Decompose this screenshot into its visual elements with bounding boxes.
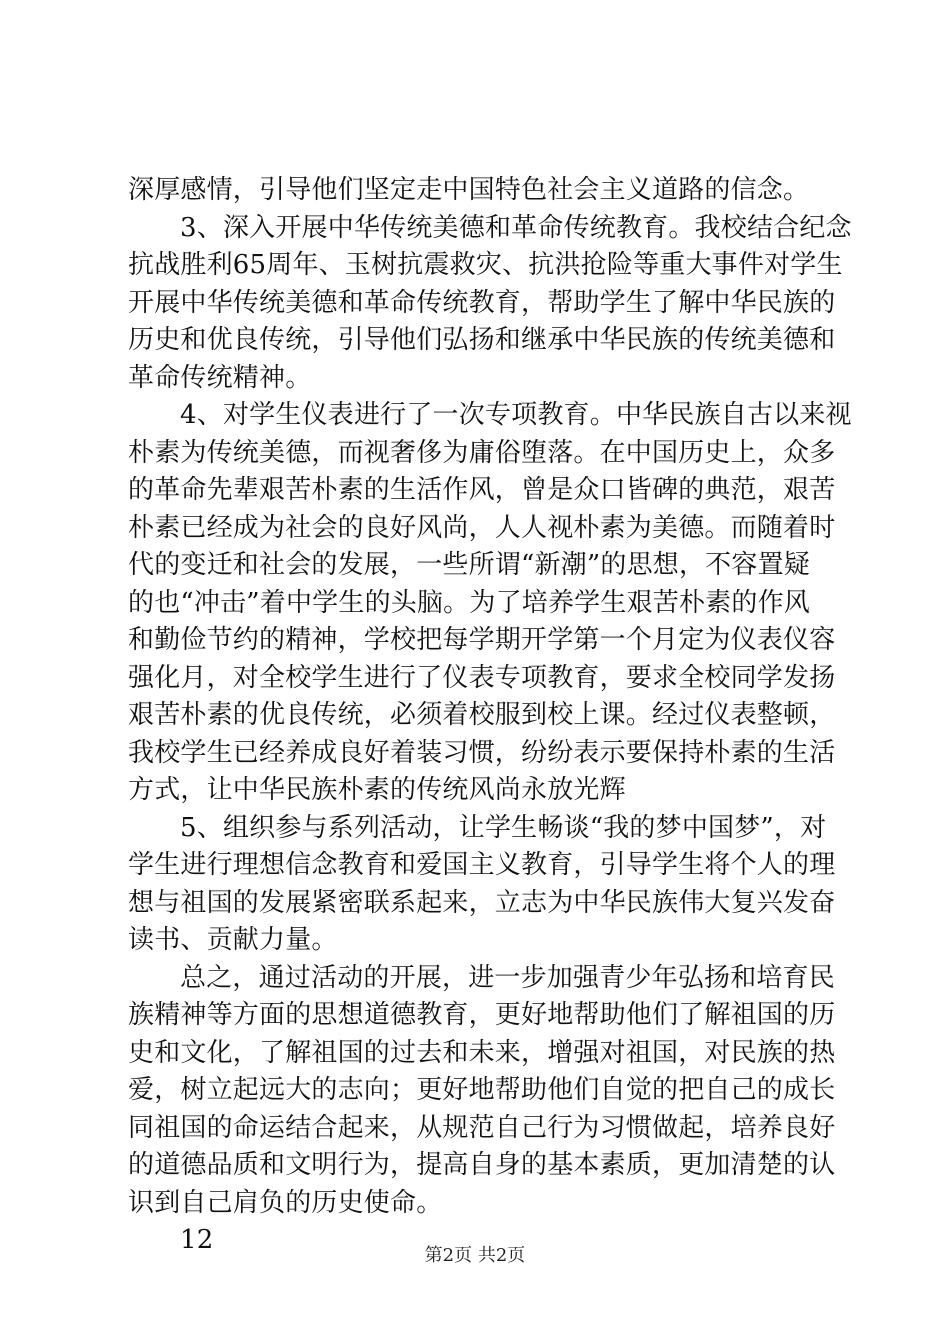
text-line: 深厚感情，引导他们坚定走中国特色社会主义道路的信念。 xyxy=(128,175,810,205)
text-line: 强化月，对全校学生进行了仪表专项教育，要求全校同学发扬 xyxy=(128,662,836,693)
text-line: 代的变迁和社会的发展，一些所谓“新潮”的思想，不容置疑 xyxy=(128,550,810,580)
text-line: 5、组织参与系列活动，让学生畅谈“我的梦中国梦”，对 xyxy=(180,812,827,843)
text-line: 开展中华传统美德和革命传统教育，帮助学生了解中华民族的 xyxy=(128,287,836,318)
text-line: 历史和优良传统，引导他们弘扬和继承中华民族的传统美德和 xyxy=(128,325,836,355)
text-line: 4、对学生仪表进行了一次专项教育。中华民族自古以来视 xyxy=(180,400,852,430)
text-line: 方式，让中华民族朴素的传统风尚永放光辉 xyxy=(128,775,626,805)
text-line: 识到自己肩负的历史使命。 xyxy=(128,1187,443,1218)
page-number: 第2页 共2页 xyxy=(424,1245,526,1266)
text-line: 同祖国的命运结合起来，从规范自己行为习惯做起，培养良好 xyxy=(128,1112,836,1143)
text-line: 12 xyxy=(180,1225,214,1255)
text-line: 和勤俭节约的精神，学校把每学期开学第一个月定为仪表仪容 xyxy=(128,625,836,655)
text-line: 爱，树立起远大的志向；更好地帮助他们自觉的把自己的成长 xyxy=(128,1075,836,1105)
text-line: 族精神等方面的思想道德教育，更好地帮助他们了解祖国的历 xyxy=(128,1000,836,1030)
text-line: 总之，通过活动的开展，进一步加强青少年弘扬和培育民 xyxy=(180,962,836,993)
text-line: 的道德品质和文明行为，提高自身的基本素质，更加清楚的认 xyxy=(128,1150,836,1180)
text-line: 读书、贡献力量。 xyxy=(128,925,338,955)
text-line: 艰苦朴素的优良传统，必须着校服到校上课。经过仪表整顿， xyxy=(128,700,836,730)
page-footer xyxy=(0,1244,950,1268)
text-line: 抗战胜利65周年、玉树抗震救灾、抗洪抢险等重大事件对学生 xyxy=(128,250,843,280)
text-line: 的也“冲击”着中学生的头脑。为了培养学生艰苦朴素的作风 xyxy=(128,587,810,618)
text-line: 史和文化，了解祖国的过去和未来，增强对祖国，对民族的热 xyxy=(128,1037,836,1068)
text-line: 学生进行理想信念教育和爱国主义教育，引导学生将个人的理 xyxy=(128,850,836,880)
document-body xyxy=(128,172,852,1260)
text-line: 的革命先辈艰苦朴素的生活作风，曾是众口皆碑的典范，艰苦 xyxy=(128,475,836,505)
text-line: 革命传统精神。 xyxy=(128,362,312,393)
text-line: 想与祖国的发展紧密联系起来，立志为中华民族伟大复兴发奋 xyxy=(128,887,836,918)
text-line: 3、深入开展中华传统美德和革命传统教育。我校结合纪念 xyxy=(180,212,852,243)
text-line: 我校学生已经养成良好着装习惯，纷纷表示要保持朴素的生活 xyxy=(128,737,836,768)
text-line: 朴素为传统美德，而视奢侈为庸俗堕落。在中国历史上，众多 xyxy=(128,437,836,468)
text-line: 朴素已经成为社会的良好风尚，人人视朴素为美德。而随着时 xyxy=(128,512,836,543)
